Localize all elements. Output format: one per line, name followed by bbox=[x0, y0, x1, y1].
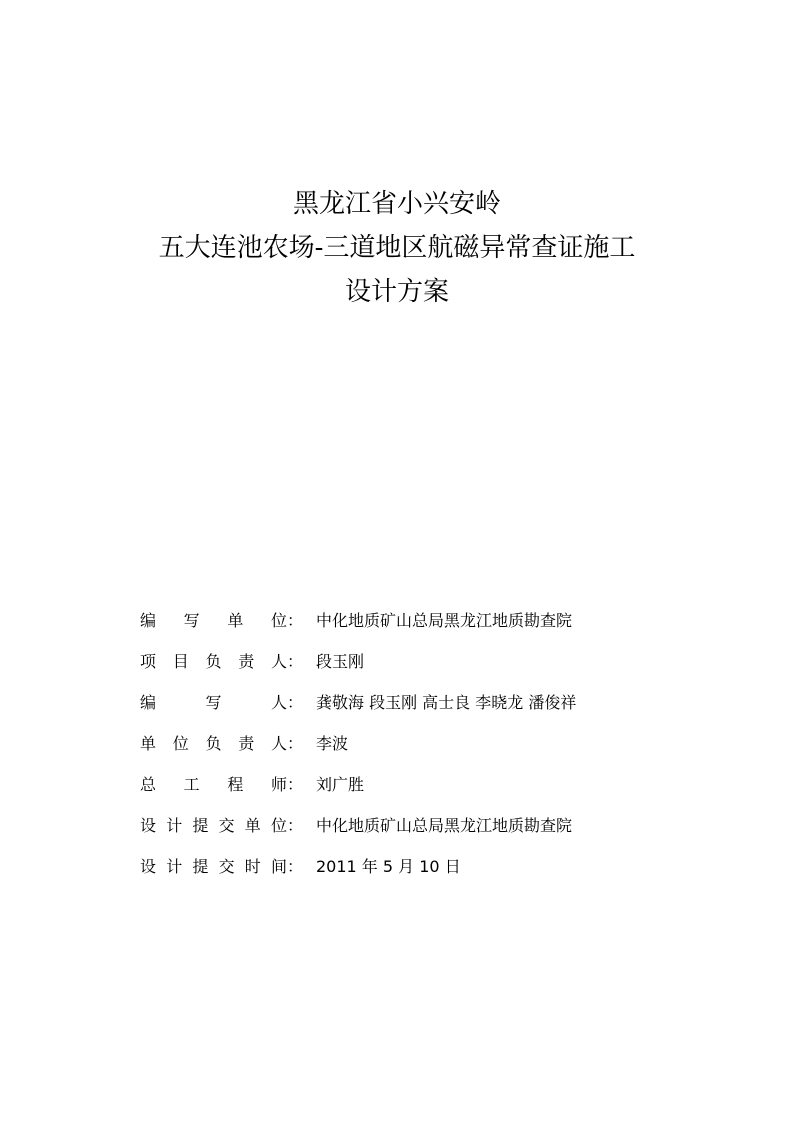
label-char: 位 bbox=[172, 734, 189, 753]
label-char: 程 bbox=[227, 775, 244, 794]
info-value: 2011 年 5 月 10 日 bbox=[316, 857, 461, 876]
label-char: 项 bbox=[140, 652, 157, 671]
label-char: 交 bbox=[218, 857, 235, 876]
label-char: 位： bbox=[270, 816, 303, 835]
info-label bbox=[140, 731, 303, 754]
info-label bbox=[140, 608, 303, 631]
info-row-unit-leader bbox=[140, 722, 760, 763]
info-row-authors bbox=[140, 681, 760, 722]
info-row-submitting-unit bbox=[140, 804, 760, 845]
label-char: 工 bbox=[183, 775, 200, 794]
label-char: 交 bbox=[218, 816, 235, 835]
label-char: 写 bbox=[205, 693, 222, 712]
info-value: 刘广胜 bbox=[316, 775, 365, 794]
label-char: 负 bbox=[205, 734, 222, 753]
label-char: 编 bbox=[140, 611, 157, 630]
label-char: 师： bbox=[270, 775, 303, 794]
label-char: 单 bbox=[140, 734, 157, 753]
info-label bbox=[140, 813, 303, 836]
cover-info-list bbox=[140, 599, 760, 886]
info-label bbox=[140, 772, 303, 795]
label-char: 目 bbox=[172, 652, 189, 671]
title-line-2: 五大连池农场-三道地区航磁异常查证施工 bbox=[158, 233, 636, 263]
label-char: 时 bbox=[244, 857, 261, 876]
label-char: 责 bbox=[238, 734, 255, 753]
info-row-compiling-unit bbox=[140, 599, 760, 640]
label-char: 人： bbox=[270, 734, 303, 753]
label-char: 责 bbox=[238, 652, 255, 671]
label-char: 编 bbox=[140, 693, 157, 712]
title-line-3: 设计方案 bbox=[344, 277, 449, 307]
label-char: 提 bbox=[192, 857, 209, 876]
info-value: 龚敬海 段玉刚 高士良 李晓龙 潘俊祥 bbox=[316, 693, 577, 712]
label-char: 计 bbox=[166, 857, 183, 876]
info-row-chief-engineer bbox=[140, 763, 760, 804]
label-char: 设 bbox=[140, 816, 157, 835]
info-value: 中化地质矿山总局黑龙江地质勘查院 bbox=[316, 611, 573, 630]
label-char: 位： bbox=[270, 611, 303, 630]
info-label bbox=[140, 854, 303, 877]
info-value: 中化地质矿山总局黑龙江地质勘查院 bbox=[316, 816, 573, 835]
info-label bbox=[140, 649, 303, 672]
label-char: 负 bbox=[205, 652, 222, 671]
label-char: 总 bbox=[140, 775, 157, 794]
info-value: 段玉刚 bbox=[316, 652, 365, 671]
info-label bbox=[140, 690, 303, 713]
title-line-1: 黑龙江省小兴安岭 bbox=[292, 189, 501, 219]
label-char: 设 bbox=[140, 857, 157, 876]
label-char: 人： bbox=[270, 693, 303, 712]
info-value: 李波 bbox=[316, 734, 349, 753]
label-char: 单 bbox=[244, 816, 261, 835]
label-char: 计 bbox=[166, 816, 183, 835]
info-row-submission-date bbox=[140, 845, 760, 886]
document-title bbox=[0, 182, 794, 314]
label-char: 写 bbox=[183, 611, 200, 630]
label-char: 单 bbox=[227, 611, 244, 630]
label-char: 提 bbox=[192, 816, 209, 835]
label-char: 间： bbox=[270, 857, 303, 876]
label-char: 人： bbox=[270, 652, 303, 671]
info-row-project-leader bbox=[140, 640, 760, 681]
